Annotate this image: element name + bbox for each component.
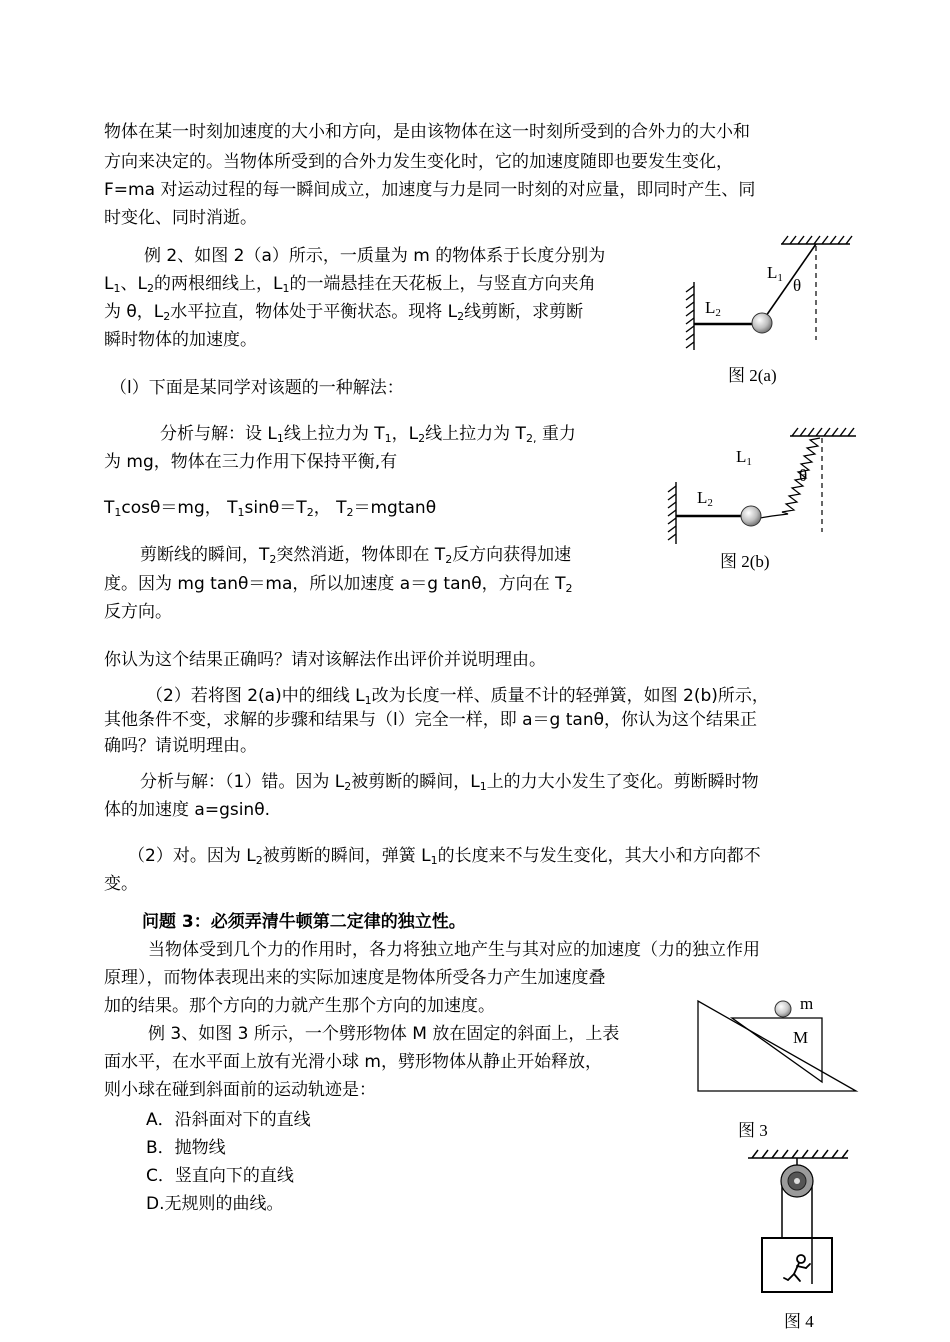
fig2a-label-l2: $L_2$: [705, 298, 721, 319]
fig4-caption: 图 4: [784, 1312, 814, 1331]
fig3-label-m: m: [800, 994, 814, 1013]
figure-3: [694, 995, 864, 1095]
example2-line-2: $L_1$、$L_2$的两根细线上，$L_1$的一端悬挂在天花板上，与竖直方向夹角: [104, 274, 596, 295]
fig2b-caption: 图 2(b): [720, 552, 770, 571]
figure-4: [744, 1146, 854, 1298]
option-b: B．抛物线: [146, 1138, 226, 1158]
answer-line-4: 变。: [104, 874, 138, 894]
answer-line-1: 分析与解：（1）错。因为 $L_2$被剪断的瞬间，$L_1$上的力大小发生了变化。剪断瞬时物: [140, 772, 759, 793]
problem3-line-6: 则小球在碰到斜面前的运动轨迹是：: [104, 1080, 376, 1100]
problem3-line-1: 当物体受到几个力的作用时，各力将独立地产生与其对应的加速度（力的独立作用: [148, 940, 760, 960]
solution-conclusion-1: 剪断线的瞬间，$T_2$突然消逝，物体即在 $T_2$反方向获得加速: [140, 545, 572, 566]
figure-2b: [660, 426, 860, 546]
solution-conclusion-3: 反方向。: [104, 602, 172, 622]
solution-conclusion-2: 度。因为 mg tanθ＝ma，所以加速度 a＝g tanθ，方向在 $T_2$: [104, 574, 573, 595]
intro-line-2: 方向来决定的。当物体所受到的合外力发生变化时，它的加速度随即也要发生变化，: [104, 152, 733, 172]
fig2a-caption: 图 2(a): [728, 366, 777, 385]
fig3-label-M: M: [793, 1028, 809, 1047]
fig3-caption: 图 3: [738, 1121, 768, 1140]
option-a: A．沿斜面对下的直线: [146, 1110, 311, 1130]
answer-line-3: （2）对。因为 $L_2$被剪断的瞬间，弹簧 $L_1$的长度来不与发生变化，其大小和方向都不: [128, 846, 761, 867]
option-d: D.无规则的曲线。: [146, 1194, 284, 1214]
part1-title: （l）下面是某同学对该题的一种解法：: [110, 378, 404, 398]
problem3-title: 问题 3：必须弄清牛顿第二定律的独立性。: [142, 912, 466, 932]
fig2a-theta: θ: [793, 276, 802, 295]
option-c: C．竖直向下的直线: [146, 1166, 294, 1186]
example2-line-3: 为 θ，$L_2$水平拉直，物体处于平衡状态。现将 $L_2$线剪断，求剪断: [104, 302, 584, 323]
answer-line-2: 体的加速度 a=gsinθ.: [104, 800, 271, 820]
problem3-line-4: 例 3、如图 3 所示，一个劈形物体 M 放在固定的斜面上，上表: [148, 1024, 620, 1044]
figure-2a: [680, 232, 860, 362]
part2-line-2: 其他条件不变，求解的步骤和结果与（l）完全一样，即 a＝g tanθ，你认为这个结果正: [104, 710, 757, 730]
fig2b-theta: θ: [799, 466, 808, 485]
solution-equation: $T_1\cos\theta=mg$， $T_1\sin\theta=T_2$， $T_2=mgtan\theta$: [104, 498, 437, 519]
part2-line-1: （2）若将图 2(a)中的细线 $L_1$改为长度一样、质量不计的轻弹簧，如图 2(b)所示，: [146, 686, 769, 707]
fig2b-label-l2: $L_2$: [697, 488, 713, 509]
solution-line-1: 分析与解：设 $L_1$线上拉力为 $T_1$，$L_2$线上拉力为 $T_{2,}$ 重力: [160, 424, 576, 445]
solution-line-2: 为 mg，物体在三力作用下保持平衡,有: [104, 452, 398, 472]
intro-line-1: 物体在某一时刻加速度的大小和方向，是由该物体在这一时刻所受到的合外力的大小和: [104, 122, 750, 142]
problem3-line-5: 面水平，在水平面上放有光滑小球 m，劈形物体从静止开始释放，: [104, 1052, 602, 1072]
intro-line-3: F=ma 对运动过程的每一瞬间成立，加速度与力是同一时刻的对应量，即同时产生、同: [104, 180, 756, 200]
problem3-line-3: 加的结果。那个方向的力就产生那个方向的加速度。: [104, 996, 495, 1016]
example2-line-4: 瞬时物体的加速度。: [104, 330, 257, 350]
part2-line-3: 确吗？请说明理由。: [104, 736, 257, 756]
fig2a-label-l1: $L_1$: [767, 263, 783, 284]
fig2b-label-l1: $L_1$: [736, 447, 752, 468]
question-line: 你认为这个结果正确吗？请对该解法作出评价并说明理由。: [104, 650, 546, 670]
problem3-line-2: 原理），而物体表现出来的实际加速度是物体所受各力产生加速度叠: [104, 968, 606, 988]
example2-line-1: 例 2、如图 2（a）所示，一质量为 m 的物体系于长度分别为: [144, 246, 606, 266]
intro-line-4: 时变化、同时消逝。: [104, 208, 257, 228]
